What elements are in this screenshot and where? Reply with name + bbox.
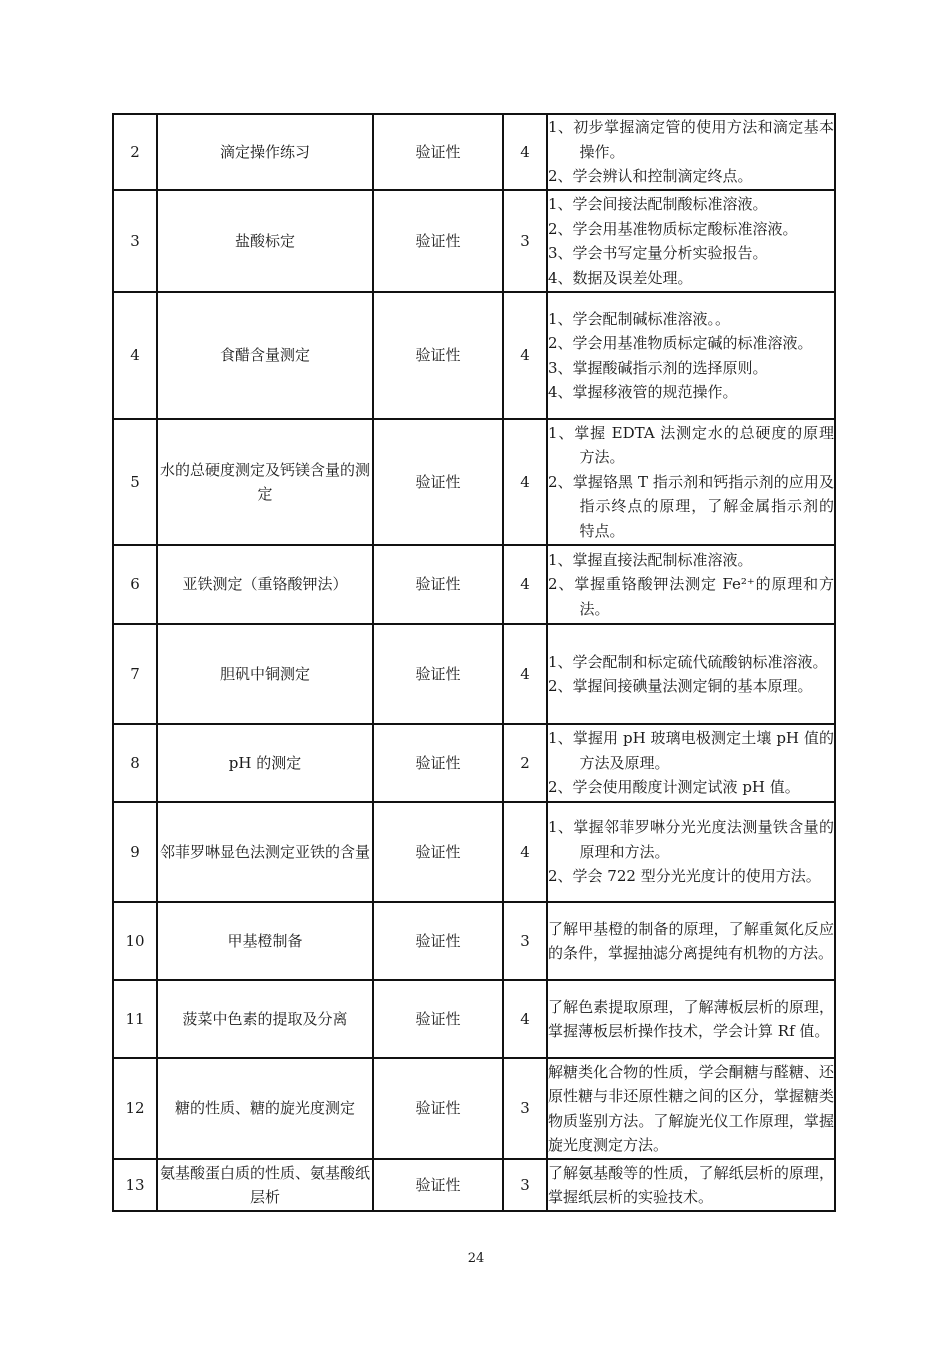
experiment-goals [547,1159,835,1211]
experiment-goals [547,190,835,292]
table-row [113,190,835,292]
table-row [113,724,835,802]
experiment-goals [547,802,835,902]
page-number: 24 [467,1251,485,1266]
experiment-type: 验证性 [373,902,503,980]
row-number: 6 [113,545,157,624]
goal-item: 1、学会配制碱标准溶液。。 [548,309,731,328]
goal-item: 1、掌握直接法配制标准溶液。 [548,550,753,569]
row-number: 5 [113,419,157,545]
experiment-hours: 4 [503,802,547,902]
experiment-hours: 4 [503,419,547,545]
experiment-goals [547,545,835,624]
experiment-name: 盐酸标定 [157,190,373,292]
goal-item: 2、学会辨认和控制滴定终点。 [548,167,753,186]
row-number: 13 [113,1159,157,1211]
experiment-name: 氨基酸蛋白质的性质、氨基酸纸层析 [157,1159,373,1211]
experiment-hours: 3 [503,1159,547,1211]
experiment-hours: 3 [503,902,547,980]
goal-item: 了解色素提取原理，了解薄板层析的原理，掌握薄板层析操作技术，学会计算 Rf 值。 [548,997,834,1040]
goal-item: 解糖类化合物的性质，学会酮糖与醛糖、还原性糖与非还原性糖之间的区分，掌握糖类物质鉴别方法。了解旋光仪工作原理，掌握旋光度测定方法。 [548,1062,834,1154]
table-row [113,802,835,902]
experiment-name: 滴定操作练习 [157,114,373,190]
experiment-hours: 4 [503,545,547,624]
experiment-goals [547,1058,835,1159]
row-number: 12 [113,1058,157,1159]
experiment-name: 水的总硬度测定及钙镁含量的测定 [157,419,373,545]
table-row [113,624,835,724]
experiment-hours: 2 [503,724,547,802]
experiment-name: 胆矾中铜测定 [157,624,373,724]
experiment-goals [547,292,835,419]
experiment-hours: 4 [503,292,547,419]
experiment-type: 验证性 [373,980,503,1058]
experiment-hours: 4 [503,624,547,724]
experiment-goals [547,980,835,1058]
experiment-name: 亚铁测定（重铬酸钾法） [157,545,373,624]
experiment-goals [547,624,835,724]
row-number: 7 [113,624,157,724]
experiment-goals [547,902,835,980]
experiment-type: 验证性 [373,419,503,545]
goal-item: 2、学会用基准物质标定酸标准溶液。 [548,219,798,238]
goal-item: 1、掌握用 pH 玻璃电极测定土壤 pH 值的方法及原理。 [548,729,834,772]
row-number: 10 [113,902,157,980]
experiment-goals [547,114,835,190]
experiment-type: 验证性 [373,545,503,624]
experiment-hours: 4 [503,980,547,1058]
goal-item: 1、掌握 EDTA 法测定水的总硬度的原理方法。 [548,423,834,467]
goal-item: 2、学会使用酸度计测定试液 pH 值。 [548,778,800,797]
goal-item: 3、学会书写定量分析实验报告。 [548,244,768,262]
experiment-type: 验证性 [373,624,503,724]
table-row [113,902,835,980]
row-number: 3 [113,190,157,292]
experiment-type: 验证性 [373,802,503,902]
table-row [113,114,835,190]
table-row [113,419,835,545]
table-row [113,1159,835,1211]
row-number: 9 [113,802,157,902]
experiment-name: 糖的性质、糖的旋光度测定 [157,1058,373,1159]
experiment-type: 验证性 [373,292,503,419]
row-number: 2 [113,114,157,190]
experiment-name: 菠菜中色素的提取及分离 [157,980,373,1058]
experiment-goals [547,419,835,545]
experiment-type: 验证性 [373,114,503,190]
experiment-hours: 3 [503,1058,547,1159]
experiment-table [112,113,836,1212]
table-row [113,292,835,419]
experiment-name: 甲基橙制备 [157,902,373,980]
goal-item: 2、学会 722 型分光光度计的使用方法。 [548,867,821,886]
goal-item: 1、初步掌握滴定管的使用方法和滴定基本操作。 [548,118,834,161]
experiment-type: 验证性 [373,1159,503,1211]
goal-item: 2、掌握间接碘量法测定铜的基本原理。 [548,677,813,695]
table-row [113,1058,835,1159]
goal-item: 了解氨基酸等的性质，了解纸层析的原理，掌握纸层析的实验技术。 [548,1163,834,1206]
experiment-type: 验证性 [373,724,503,802]
table-row [113,980,835,1058]
experiment-hours: 3 [503,190,547,292]
experiment-name: 邻菲罗啉显色法测定亚铁的含量 [157,802,373,902]
experiment-hours: 4 [503,114,547,190]
goal-item: 4、掌握移液管的规范操作。 [548,383,738,401]
experiment-table-body [113,114,835,1211]
goal-item: 2、掌握重铬酸钾法测定 Fe²⁺的原理和方法。 [548,575,834,618]
goal-item: 3、掌握酸碱指示剂的选择原则。 [548,358,768,377]
row-number: 4 [113,292,157,419]
experiment-type: 验证性 [373,190,503,292]
row-number: 8 [113,724,157,802]
goal-item: 1、学会配制和标定硫代硫酸钠标准溶液。 [548,652,828,671]
experiment-goals [547,724,835,802]
goal-item: 了解甲基橙的制备的原理，了解重氮化反应的条件，掌握抽滤分离提纯有机物的方法。 [548,919,834,962]
table-row [113,545,835,624]
goal-item: 4、数据及误差处理。 [548,268,693,287]
goal-item: 2、掌握铬黑 T 指示剂和钙指示剂的应用及指示终点的原理，了解金属指示剂的特点。 [548,472,834,540]
goal-item: 1、学会间接法配制酸标准溶液。 [548,195,768,213]
row-number: 11 [113,980,157,1058]
experiment-type: 验证性 [373,1058,503,1159]
goal-item: 1、掌握邻菲罗啉分光光度法测量铁含量的原理和方法。 [548,818,834,861]
goal-item: 2、学会用基准物质标定碱的标准溶液。 [548,334,813,352]
experiment-name: 食醋含量测定 [157,292,373,419]
experiment-name: pH 的测定 [157,724,373,802]
